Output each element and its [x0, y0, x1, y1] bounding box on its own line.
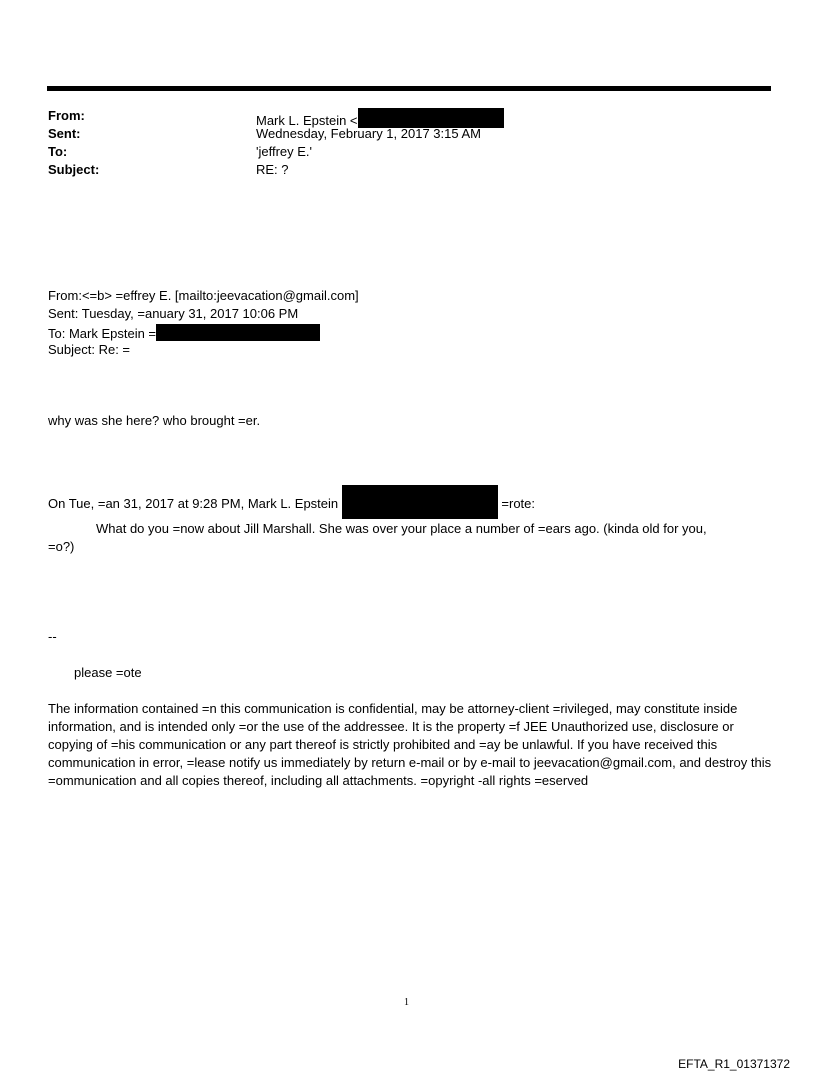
subject-label: Subject: — [48, 162, 100, 177]
attribution-post: =rote: — [501, 496, 536, 511]
disclaimer: The information contained =n this communication is confidential, may be attorney-client =rivileged, may constitute inside information, and is intended only =or the use of the addressee. It is the property =f JEE Unauthorized use, disclosure or copying of =his communication or any part thereof is strictly prohibited and =ay be unlawful. If you have received this communication in error, =lease notify us immediately by return e-mail or by e-mail to jeevacation@gmail.com, and destroy this =ommunication and all copies thereof, including all attachments. =opyright -all rights =eserved — [48, 701, 772, 788]
subject-value: RE: ? — [256, 162, 289, 177]
quoted-to — [48, 324, 320, 341]
sent-value: Wednesday, February 1, 2017 3:15 AM — [256, 126, 481, 141]
quoted-sent: Sent: Tuesday, =anuary 31, 2017 10:06 PM — [48, 306, 299, 321]
quoted-subject: Subject: Re: = — [48, 342, 131, 357]
quoted-message-line2: =o?) — [48, 539, 75, 554]
from-value-text: Mark L. Epstein < — [256, 113, 358, 128]
redaction-block — [156, 324, 320, 341]
attribution-pre: On Tue, =an 31, 2017 at 9:28 PM, Mark L. Epstein — [48, 496, 339, 511]
from-value — [256, 108, 504, 128]
attribution-line — [48, 485, 535, 519]
quoted-message-line1: What do you =now about Jill Marshall. She was over your place a number of =ears ago. (kinda old for you, — [96, 521, 707, 536]
page-number: 1 — [404, 997, 409, 1008]
quoted-to-text: To: Mark Epstein = — [48, 326, 157, 341]
document-id: EFTA_R1_01371372 — [678, 1057, 790, 1071]
to-value: 'jeffrey E.' — [256, 144, 313, 159]
sent-label: Sent: — [48, 126, 81, 141]
signature-separator: -- — [48, 629, 57, 644]
to-label: To: — [48, 144, 68, 159]
redaction-block — [358, 108, 504, 128]
reply-text: why was she here? who brought =er. — [48, 413, 261, 428]
header-rule — [47, 86, 771, 91]
please-note: please =ote — [74, 665, 142, 680]
redaction-block — [342, 485, 498, 519]
quoted-from: From:<=b> =effrey E. [mailto:jeevacation@gmail.com] — [48, 288, 359, 303]
from-label: From: — [48, 108, 85, 123]
